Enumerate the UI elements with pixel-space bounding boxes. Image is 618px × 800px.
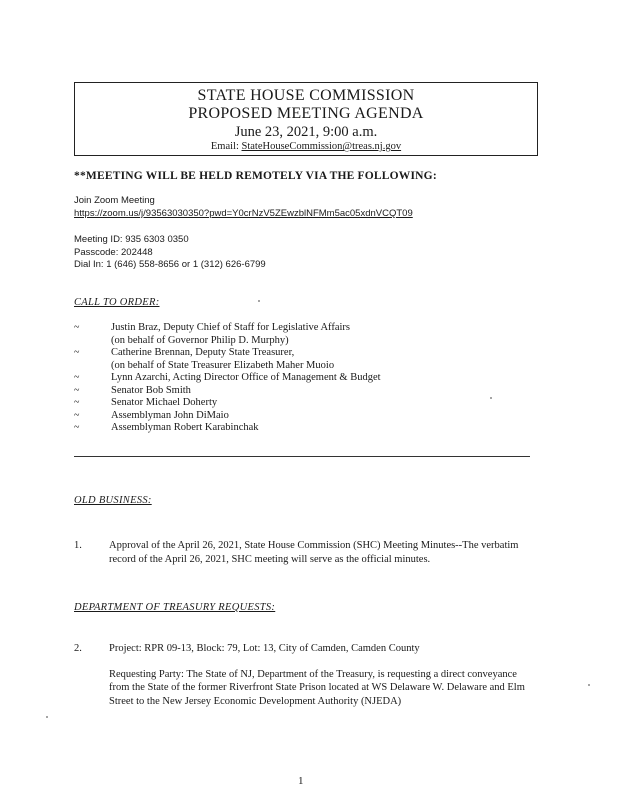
old-business-heading: OLD BUSINESS: [74,495,152,506]
scan-speck [588,684,590,686]
call-to-order-heading: CALL TO ORDER: [74,297,160,308]
item-text: Approval of the April 26, 2021, State House Commission (SHC) Meeting Minutes--The verbatim record of the April 26, 2021, SHC meeting will serve as the official minutes. [109,540,519,565]
list-marker: ~ [74,372,80,383]
meeting-passcode: Passcode: 202448 [74,246,153,258]
email-address-link[interactable]: StateHouseCommission@treas.nj.gov [241,141,402,152]
zoom-info [74,194,413,220]
project-line: Project: RPR 09-13, Block: 79, Lot: 13, City of Camden, Camden County [109,643,420,654]
attendee-behalf: (on behalf of Governor Philip D. Murphy) [111,334,289,346]
scan-speck [490,397,492,399]
attendee-list [74,322,534,435]
list-item [74,410,534,423]
list-item [74,397,534,410]
item-number: 1. [74,540,82,551]
list-marker: ~ [74,347,80,358]
item-number: 2. [74,643,82,654]
treasury-requests-heading: DEPARTMENT OF TREASURY REQUESTS: [74,602,276,613]
meeting-id: Meeting ID: 935 6303 0350 [74,234,189,245]
agenda-item-2 [74,642,534,708]
agenda-header-box [74,82,538,156]
attendee-name: Assemblyman Robert Karabinchak [111,422,259,433]
list-marker: ~ [74,322,80,333]
section-divider [74,456,530,457]
list-marker: ~ [74,422,80,433]
list-item [74,385,534,398]
list-marker: ~ [74,384,80,396]
commission-title: STATE HOUSE COMMISSION [197,87,415,104]
agenda-item-1 [74,539,534,566]
attendee-name: Lynn Azarchi, Acting Director Office of Management & Budget [111,372,381,383]
list-marker: ~ [74,409,80,421]
list-item [74,372,534,385]
attendee-name: Catherine Brennan, Deputy State Treasurer, [111,347,295,358]
scan-speck [46,716,48,718]
page-number: 1 [298,775,304,787]
list-item [74,422,534,435]
attendee-name: Senator Bob Smith [111,384,191,396]
dial-in-numbers: Dial In: 1 (646) 558-8656 or 1 (312) 626-6799 [74,259,266,270]
remote-meeting-notice: **MEETING WILL BE HELD REMOTELY VIA THE FOLLOWING: [74,170,437,182]
email-label: Email: [210,141,242,152]
email-line [75,141,537,152]
agenda-title: PROPOSED MEETING AGENDA [188,105,424,122]
requesting-party: Requesting Party: The State of NJ, Department of the Treasury, is requesting a direct conveyance from the State of the former Riverfront State Prison located at WS Delaware W. Delaware and Elm Street to the New Jersey Economic Development Authority (NJEDA) [109,668,525,707]
list-item [74,322,534,347]
list-item [74,347,534,372]
attendee-behalf: (on behalf of State Treasurer Elizabeth Maher Muoio [111,359,335,371]
attendee-name: Senator Michael Doherty [111,397,218,408]
attendee-name: Assemblyman John DiMaio [111,409,229,421]
zoom-join-label: Join Zoom Meeting [74,195,155,206]
meeting-details [74,234,266,272]
scan-speck [258,300,260,302]
list-marker: ~ [74,397,80,408]
attendee-name: Justin Braz, Deputy Chief of Staff for Legislative Affairs [111,322,351,333]
meeting-date: June 23, 2021, 9:00 a.m. [234,124,378,140]
zoom-meeting-link[interactable]: https://zoom.us/j/93563030350?pwd=Y0crNzV5ZEwzblNFMm5ac05xdnVCQT09 [74,208,413,219]
